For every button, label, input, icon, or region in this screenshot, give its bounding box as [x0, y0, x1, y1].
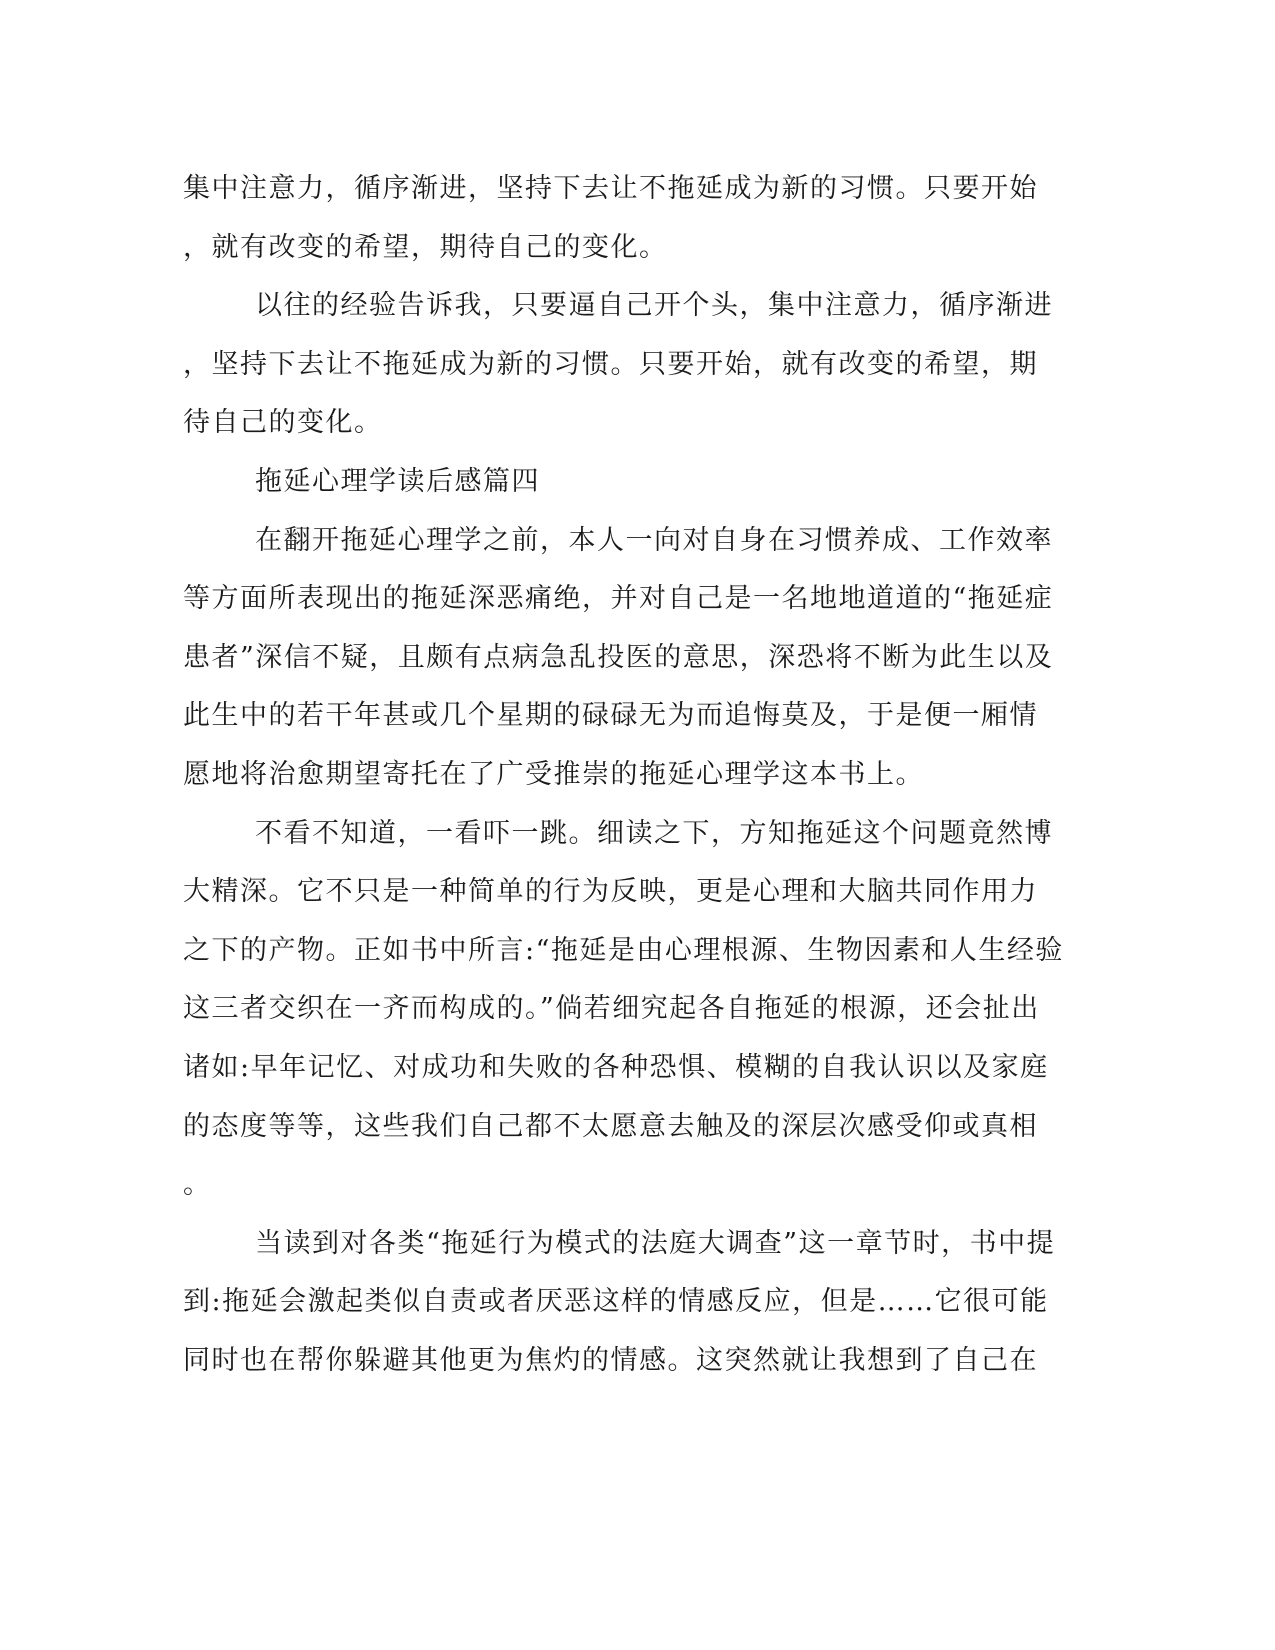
- text-line: 诸如:早年记忆、对成功和失败的各种恐惧、模糊的自我认识以及家庭: [183, 1051, 1049, 1083]
- section-heading: 拖延心理学读后感篇四: [255, 465, 540, 497]
- text-line: 之下的产物。正如书中所言:“拖延是由心理根源、生物因素和人生经验: [183, 934, 1064, 966]
- paragraph-start-line: 在翻开拖延心理学之前，本人一向对自身在习惯养成、工作效率: [255, 524, 1053, 556]
- text-line: 待自己的变化。: [183, 407, 383, 439]
- text-line: 愿地将治愈期望寄托在了广受推崇的拖延心理学这本书上。: [183, 758, 924, 790]
- text-line: 到:拖延会激起类似自责或者厌恶这样的情感反应，但是……它很可能: [183, 1286, 1049, 1318]
- text-line: 大精深。它不只是一种简单的行为反映，更是心理和大脑共同作用力: [183, 876, 1038, 908]
- text-line: 集中注意力，循序渐进，坚持下去让不拖延成为新的习惯。只要开始: [183, 173, 1038, 204]
- text-line: 同时也在帮你躲避其他更为焦灼的情感。这突然就让我想到了自己在: [183, 1344, 1038, 1376]
- paragraph-start-line: 当读到对各类“拖延行为模式的法庭大调查”这一章节时，书中提: [255, 1227, 1056, 1259]
- text-line: ，坚持下去让不拖延成为新的习惯。只要开始，就有改变的希望，期: [183, 348, 1038, 380]
- text-line: 。: [183, 1169, 212, 1201]
- paragraph-start-line: 不看不知道，一看吓一跳。细读之下，方知拖延这个问题竟然博: [255, 817, 1053, 849]
- text-line: 患者”深信不疑，且颇有点病急乱投医的意思，深恐将不断为此生以及: [183, 641, 1054, 673]
- text-line: 此生中的若干年甚或几个星期的碌碌无为而追悔莫及，于是便一厢情: [183, 700, 1038, 732]
- body-text: [183, 160, 1064, 1390]
- paragraph-start-line: 以往的经验告诉我，只要逼自己开个头，集中注意力，循序渐进: [255, 290, 1053, 322]
- text-line: ，就有改变的希望，期待自己的变化。: [183, 231, 668, 263]
- text-line: 等方面所表现出的拖延深恶痛绝，并对自己是一名地地道道的“拖延症: [183, 583, 1054, 615]
- text-line: 的态度等等，这些我们自己都不太愿意去触及的深层次感受仰或真相: [183, 1110, 1038, 1142]
- text-line: 这三者交织在一齐而构成的。”倘若细究起各自拖延的根源，还会扯出: [183, 993, 1040, 1025]
